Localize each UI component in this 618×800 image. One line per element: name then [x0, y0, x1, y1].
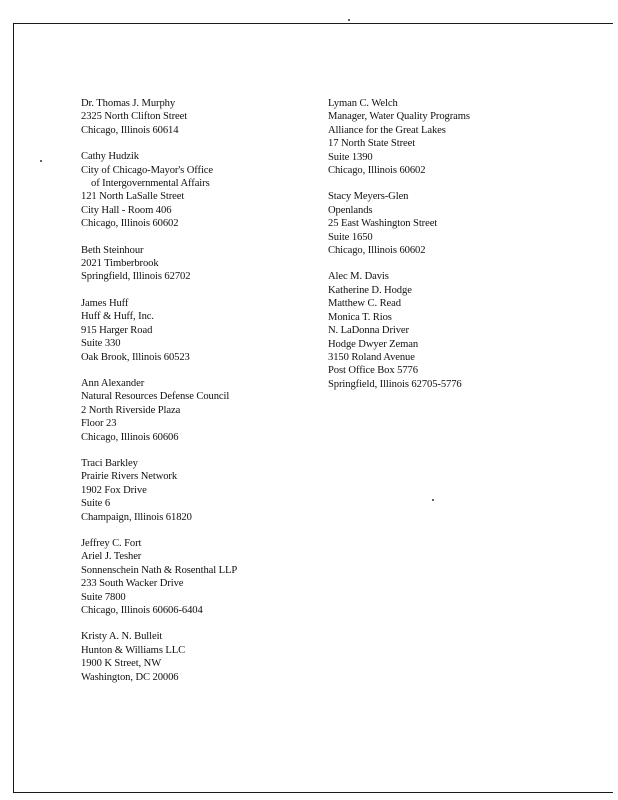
address-line: Suite 7800	[81, 591, 126, 603]
address-line: 3150 Roland Avenue	[328, 351, 415, 363]
address-line: Chicago, Illinois 60606-6404	[81, 605, 203, 616]
service-list-left-column	[81, 97, 311, 697]
addressee-name: Beth Steinhour	[81, 244, 144, 256]
address-line: Suite 1390	[328, 151, 373, 163]
addressee-name: Lyman C. Welch	[328, 98, 398, 109]
addressee-name: Dr. Thomas J. Murphy	[81, 98, 176, 109]
addressee-name: Jeffrey C. Fort	[81, 537, 142, 549]
address-line: Suite 330	[81, 338, 121, 350]
address-line: Openlands	[328, 204, 373, 216]
address-line: Chicago, Illinois 60614	[81, 124, 179, 136]
address-line: Chicago, Illinois 60602	[328, 245, 426, 257]
address-block	[328, 97, 598, 177]
address-line: Ariel J. Tesher	[81, 551, 142, 563]
address-line: Katherine D. Hodge	[328, 284, 412, 296]
addressee-name: Traci Barkley	[81, 457, 138, 469]
address-line: Oak Brook, Illinois 60523	[81, 351, 190, 363]
address-line: Champaign, Illinois 61820	[81, 511, 192, 523]
addressee-name: Stacy Meyers-Glen	[328, 191, 409, 203]
address-line: 1902 Fox Drive	[81, 484, 147, 496]
address-line: Natural Resources Defense Council	[81, 391, 230, 403]
scan-border-left	[13, 23, 14, 793]
address-line: 1900 K Street, NW	[81, 658, 162, 670]
address-line: City of Chicago-Mayor's Office	[81, 164, 213, 176]
address-line: 2 North Riverside Plaza	[81, 404, 181, 416]
address-block	[81, 150, 311, 230]
scan-speck	[432, 499, 434, 501]
address-line: of Intergovernmental Affairs	[91, 178, 210, 190]
address-line: 2021 Timberbrook	[81, 258, 159, 270]
address-line: Springfield, Illinois 62705-5776	[328, 378, 462, 390]
addressee-name: Cathy Hudzik	[81, 151, 139, 163]
addressee-name: Ann Alexander	[81, 377, 145, 389]
address-line: N. LaDonna Driver	[328, 325, 409, 337]
address-line: Huff & Huff, Inc.	[81, 311, 154, 323]
address-line: 121 North LaSalle Street	[81, 191, 185, 203]
address-line: Floor 23	[81, 418, 117, 430]
scan-border-bottom	[13, 792, 613, 793]
address-line: 2325 North Clifton Street	[81, 111, 188, 123]
address-block	[81, 630, 311, 684]
address-line: 25 East Washington Street	[328, 218, 438, 230]
address-line: Washington, DC 20006	[81, 671, 179, 683]
address-line: Manager, Water Quality Programs	[328, 111, 470, 123]
address-block	[81, 97, 311, 137]
address-line: Springfield, Illinois 62702	[81, 271, 191, 283]
address-block	[81, 297, 311, 364]
address-line: Suite 1650	[328, 231, 373, 243]
address-block	[81, 537, 311, 617]
addressee-name: James Huff	[81, 297, 129, 309]
address-block	[81, 457, 311, 524]
address-block	[81, 244, 311, 284]
address-line: Chicago, Illinois 60602	[328, 165, 426, 177]
address-block	[328, 270, 598, 391]
address-line: Sonnenschein Nath & Rosenthal LLP	[81, 564, 238, 576]
address-line: City Hall - Room 406	[81, 204, 172, 216]
addressee-name: Alec M. Davis	[328, 271, 389, 283]
address-line: 915 Harger Road	[81, 324, 153, 336]
address-line: Suite 6	[81, 498, 111, 510]
address-line: Monica T. Rios	[328, 311, 392, 323]
scan-speck	[348, 19, 350, 21]
service-list-right-column	[328, 97, 598, 404]
address-line: Matthew C. Read	[328, 298, 401, 310]
address-block	[81, 377, 311, 444]
address-line: Prairie Rivers Network	[81, 471, 178, 483]
address-line: Hunton & Williams LLC	[81, 644, 186, 656]
address-line: Chicago, Illinois 60602	[81, 218, 179, 230]
addressee-name: Kristy A. N. Bulleit	[81, 631, 163, 643]
address-line: Hodge Dwyer Zeman	[328, 338, 419, 350]
address-line: Alliance for the Great Lakes	[328, 124, 446, 136]
scan-speck	[40, 160, 42, 162]
address-line: 233 South Wacker Drive	[81, 578, 184, 590]
address-line: 17 North State Street	[328, 138, 416, 150]
scan-border-top	[13, 23, 613, 24]
address-block	[328, 190, 598, 257]
address-line: Chicago, Illinois 60606	[81, 431, 179, 443]
address-line: Post Office Box 5776	[328, 365, 418, 377]
